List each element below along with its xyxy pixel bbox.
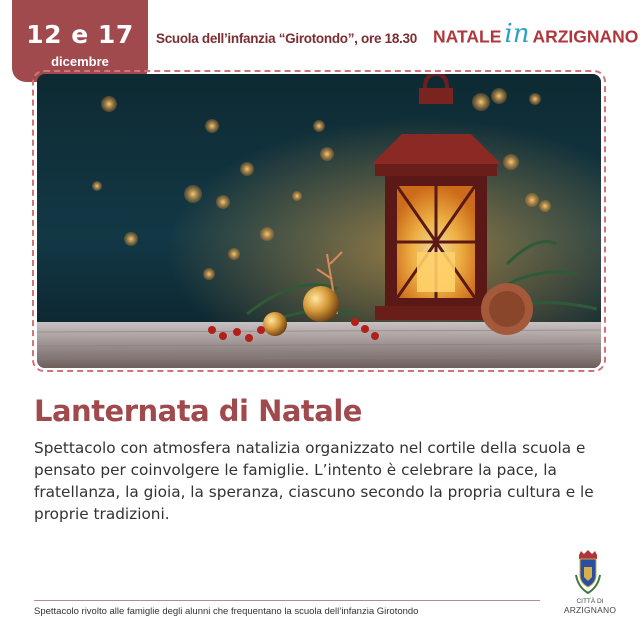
city-name: ARZIGNANO	[563, 605, 617, 615]
city-of-arzignano-label	[558, 597, 622, 615]
brand-in: in	[504, 19, 530, 49]
footer-note: Spettacolo rivolto alle famiglie degli alunni che frequentano la scuola dell’infanzia Girotondo	[34, 606, 419, 617]
event-title: Lanternata di Natale	[34, 394, 362, 428]
event-dates: 12 e 17	[26, 20, 134, 49]
christmas-lantern-photo	[37, 74, 601, 368]
arzignano-coat-of-arms-icon	[570, 549, 606, 599]
brand-arzignano: ARZIGNANO	[532, 26, 639, 47]
city-prefix: CITTÀ DI	[576, 598, 604, 605]
brand-natale: NATALE	[433, 26, 502, 47]
footer-divider	[34, 600, 540, 601]
event-month: dicembre	[51, 54, 109, 69]
natale-in-arzignano-logo	[433, 19, 639, 52]
event-description: Spettacolo con atmosfera natalizia organizzato nel cortile della scuola e pensato per coinvolgere le famiglie. L’intento è celebrare la pace, la fratellanza, la gioia, la speranza, ciascuno secondo la propria cultura e le proprie tradizioni.	[34, 439, 594, 523]
venue-and-time: Scuola dell’infanzia “Girotondo”, ore 18.30	[156, 31, 417, 46]
